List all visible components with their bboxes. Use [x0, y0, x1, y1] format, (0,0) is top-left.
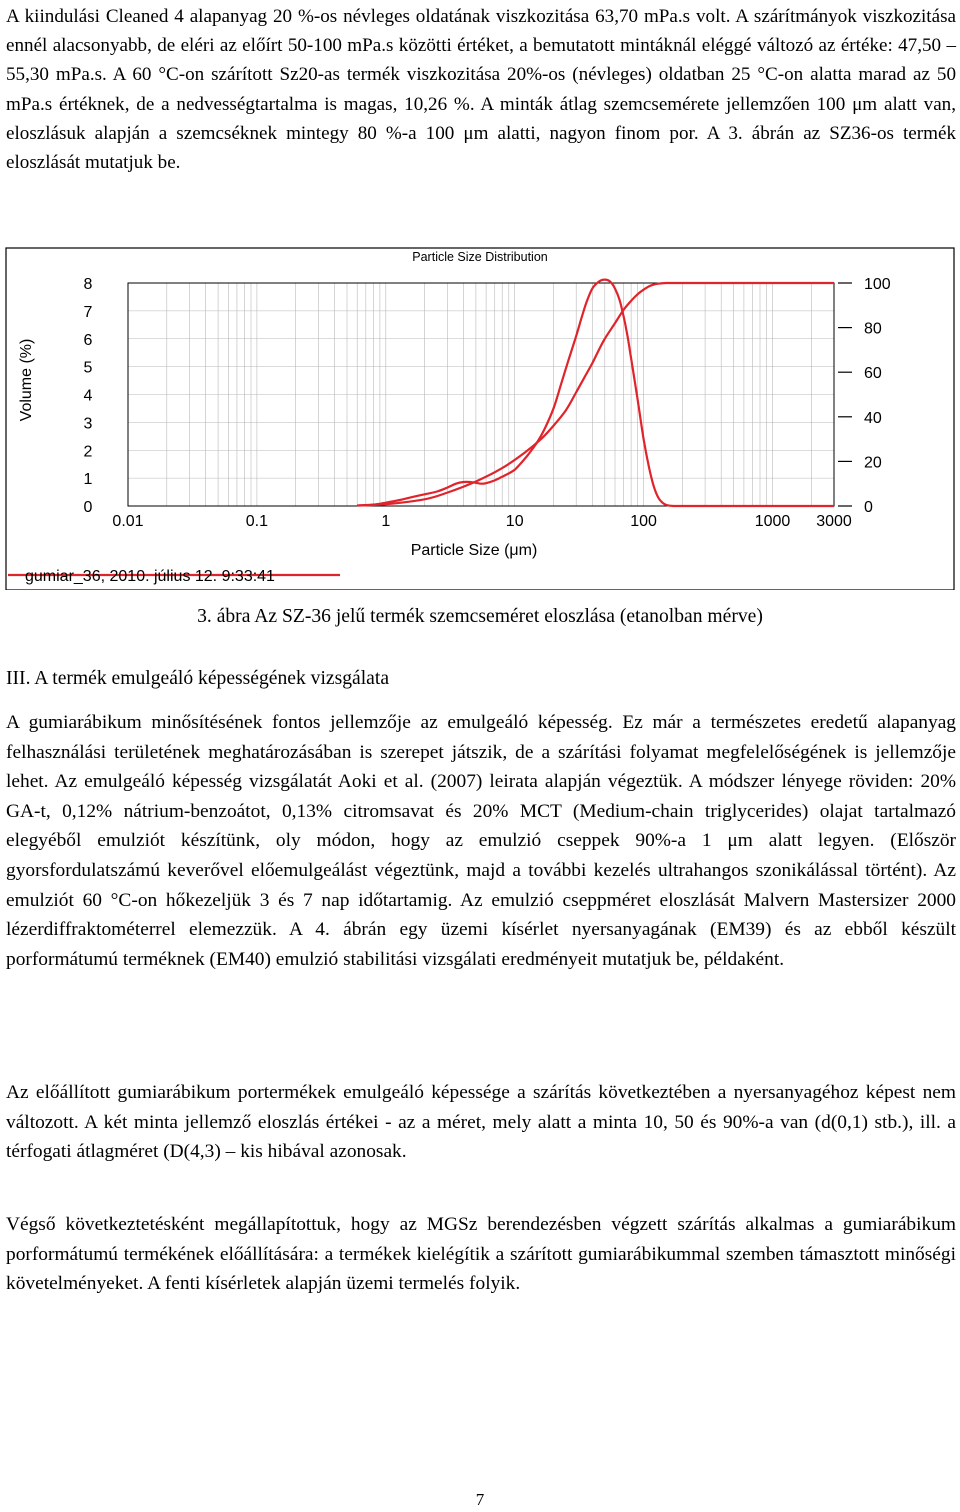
particle-size-chart — [0, 245, 960, 590]
x-tick-label: 3000 — [816, 513, 852, 530]
y2-tick-label: 80 — [864, 320, 882, 338]
y2-tick-label: 60 — [864, 365, 882, 383]
y2-tick-label: 0 — [864, 499, 873, 516]
y-tick-label: 4 — [83, 387, 93, 405]
y2-tick-label: 20 — [864, 454, 882, 472]
paragraph-emulsion-results: Az előállított gumiarábikum portermékek emulgeáló képessége a szárítás következtében a nyersanyagéhoz képest nem változott. A két minta jellemző eloszlás értékei - az a méret, mely alatt a minta 10, 50 és 90%-a van (d(0,1) stb.), ill. a térfogati átlagméret (D(4,3) – kis hibával azonosak. — [6, 1082, 956, 1163]
y-tick-label: 7 — [83, 303, 93, 321]
y2-tick-label: 40 — [864, 409, 882, 427]
y2-tick-label: 100 — [864, 276, 891, 293]
chart-title: Particle Size Distribution — [412, 250, 548, 264]
y-tick-label: 6 — [83, 331, 93, 349]
legend — [8, 568, 340, 585]
figure-caption: 3. ábra Az SZ-36 jelű termék szemcseméret eloszlása (etanolban mérve) — [197, 606, 763, 627]
x-tick-label: 1000 — [754, 513, 791, 530]
y-tick-label: 2 — [83, 443, 93, 461]
section-heading: III. A termék emulgeáló képességének vizsgálata — [6, 668, 390, 689]
chart-series — [357, 280, 834, 506]
y-tick-label: 1 — [83, 471, 93, 489]
y2-tick-labels — [838, 276, 891, 516]
page-number: 7 — [475, 1490, 485, 1509]
y-tick-label: 3 — [83, 415, 93, 433]
x-tick-labels — [112, 513, 851, 530]
chart-grid — [128, 283, 834, 506]
legend-label: gumiar_36, 2010. július 12. 9:33:41 — [25, 568, 275, 585]
y-tick-label: 5 — [83, 359, 93, 377]
intro-paragraph: A kiindulási Cleaned 4 alapanyag 20 %-os névleges oldatának viszkozitása 63,70 mPa.s volt. A szárítmányok viszkozitása ennél alacsonyabb, de eléri az előírt 50-100 mPa.s közötti értéket, a bemutatott mintáknál eléggé változó az értéke: 47,50 – 55,30 mPa.s. A 60 °C-on szárított Sz20-as termék viszkozitása 20%-os (névleges) oldatban 25 °C-on alatta marad az 50 mPa.s értéknek, de a nedvességtartalma is magas, 10,26 %. A minták átlag szemcsemérete jellemzően 100 μm alatt van, eloszlásuk alapján a szemcséknek mintegy 80 %-a 100 μm alatti, nagyon finom por. A 3. ábrán az SZ36-os termék eloszlását mutatjuk be. — [6, 6, 956, 174]
y-tick-label: 0 — [83, 499, 93, 516]
chart-frame — [6, 248, 954, 590]
outer-frame — [6, 248, 954, 590]
paragraph-conclusion: Végső következtetésként megállapítottuk, hogy az MGSz berendezésben végzett szárítás alkalmas a gumiarábikum porformátumú termékének előállítására: a termékek kielégítik a szárított gumiarábikummal szemben támasztott minőségi követelményeket. A fenti kísérletek alapján üzemi termelés folyik. — [6, 1214, 956, 1295]
y-tick-label: 8 — [83, 276, 93, 293]
y-axis-label: Volume (%) — [18, 338, 35, 422]
paragraph-emulsion-method: A gumiarábikum minősítésének fontos jellemzője az emulgeáló képesség. Ez már a természetes eredetű alapanyag felhasználási területének meghatározásában is szerepet játszik, de a szárítási folyamat megfelelőségének is jellemzője lehet. Az emulgeáló képesség vizsgálatát Aoki et al. (2007) leirata alapján végeztük. A módszer lényege röviden: 20% GA-t, 0,12% nátrium-benzoátot, 0,13% citromsavat és 20% MCT (Medium-chain triglycerides) olajat tartalmazó elegyéből emulziót készítünk, oly módon, hogy az emulzió cseppek 90%-a 1 μm alatt legyen. (Először gyorsfordulatszámú keverővel előemulgeálást végeztünk, majd a további kezelés ultrahangos szonikálással történt). Az emulziót 60 °C-on hőkezeljük 3 és 7 nap időtartamig. Az emulzió cseppméret eloszlását Malvern Mastersizer 2000 lézerdiffraktométerrel elemezzük. A 4. ábrán egy üzemi kísérlet nyersanyagának (EM39) és az ebből készült porformátumú terméknek (EM40) emulzió stabilitási vizsgálati eredményeit mutatjuk be, példaként. — [6, 712, 956, 970]
x-tick-label: 100 — [630, 513, 657, 530]
x-tick-label: 10 — [505, 513, 524, 530]
series-line-frequency — [357, 280, 834, 506]
x-tick-label: 1 — [381, 513, 391, 530]
x-axis-label: Particle Size (μm) — [410, 542, 538, 559]
x-tick-label: 0.01 — [112, 513, 144, 530]
y-tick-labels — [84, 276, 93, 516]
x-tick-label: 0.1 — [245, 513, 269, 530]
